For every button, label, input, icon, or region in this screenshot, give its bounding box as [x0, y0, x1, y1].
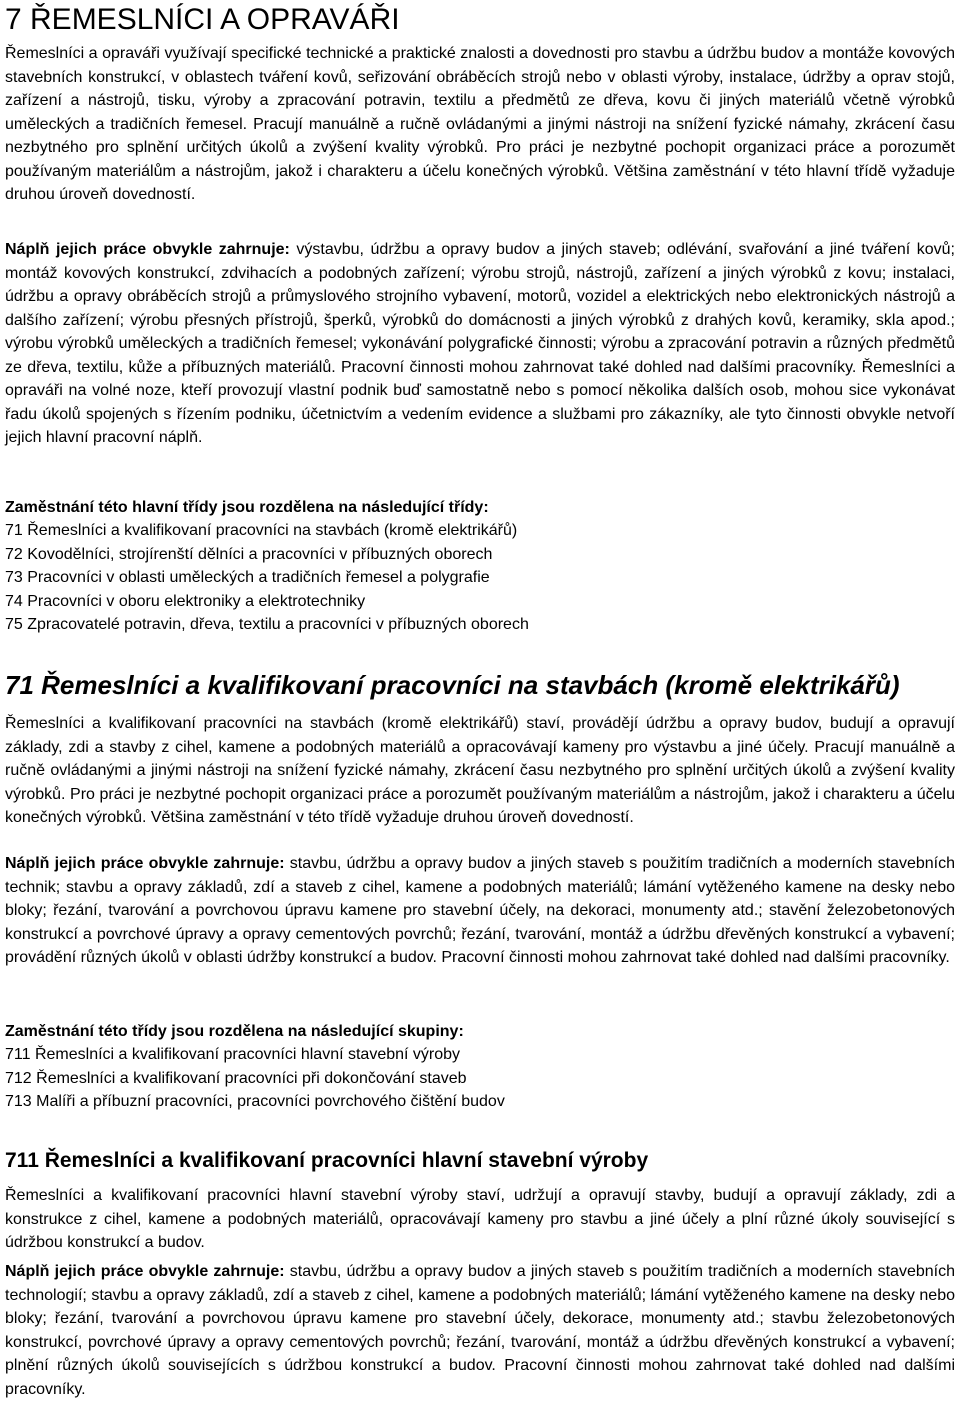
- list-item: 71 Řemeslníci a kvalifikovaní pracovníci na stavbách (kromě elektrikářů): [5, 522, 518, 539]
- list-item: 75 Zpracovatelé potravin, dřeva, textilu a pracovníci v příbuzných oborech: [5, 616, 529, 633]
- section-71-groups-list: [5, 1043, 955, 1114]
- section-711-duties: [5, 1260, 955, 1401]
- page-title: 7 ŘEMESLNÍCI A OPRAVÁŘI: [5, 3, 400, 36]
- section-711-intro: [5, 1184, 955, 1255]
- section-711-duties-label: Náplň jejich práce obvykle zahrnuje:: [5, 1263, 285, 1280]
- classes-label: Zaměstnání této hlavní třídy jsou rozdělena na následující třídy:: [5, 499, 489, 516]
- section-71-groups-label: Zaměstnání této třídy jsou rozdělena na následující skupiny:: [5, 1023, 464, 1040]
- duties-paragraph: [5, 238, 955, 450]
- section-71-duties-text: stavbu, údržbu a opravy budov a jiných staveb s použitím tradičních a moderních stavebních technik; stavbu a opravy základů, zdí a staveb z cihel, kamene a podobných materiálů; lámání vytěženého kamene na desky nebo bloky; řezání, tvarování a povrchovou úpravu kamene pro stavební účely, na dekoraci, monumenty atd.; stavění železobetonových konstrukcí a povrchové úpravy a opravy cementových povrchů; řezání, tvarování, montáž a údržbu dřevěných konstrukcí a vybavení; provádění různých úkolů v oblasti údržby konstrukcí a budov. Pracovní činnosti mohou zahrnovat také dohled nad dalšími pracovníky.: [5, 855, 955, 966]
- list-item: 711 Řemeslníci a kvalifikovaní pracovníci hlavní stavební výroby: [5, 1046, 461, 1063]
- classes-list: [5, 519, 955, 637]
- list-item: 713 Malíři a příbuzní pracovníci, pracovníci povrchového čištění budov: [5, 1093, 505, 1110]
- list-item: 73 Pracovníci v oblasti uměleckých a tradičních řemesel a polygrafie: [5, 569, 490, 586]
- duties-label: Náplň jejich práce obvykle zahrnuje:: [5, 241, 290, 258]
- section-71-intro: [5, 712, 955, 830]
- section-71-intro-text: Řemeslníci a kvalifikovaní pracovníci na stavbách (kromě elektrikářů) staví, provádějí údržbu a opravy budov, budují a opravují základy, zdi a stavby z cihel, kamene a podobných materiálů a opracovávají kameny pro výstavbu a jiné účely. Pracují manuálně a ručně ovládanými a jinými nástroji na snížení fyzické námahy, zkrácení času nezbytného pro splnění určitých úkolů a zvýšení kvality výrobků. Pro práci je nezbytné pochopit organizaci práce a porozumět používaným materiálům a nástrojům, jakož i charakteru a účelu konečných výrobků. Většina zaměstnání v této třídě vyžaduje druhou úroveň dovedností.: [5, 715, 955, 826]
- section-711-intro-text: Řemeslníci a kvalifikovaní pracovníci hlavní stavební výroby staví, udržují a opravují stavby, budují a opravují základy, zdi a konstrukce z cihel, kamene a podobných materiálů, opracovávají kameny pro stavbu a jiné účely a plní různé úkoly související s údržbou konstrukcí a budov.: [5, 1187, 955, 1251]
- list-item: 74 Pracovníci v oboru elektroniky a elektrotechniky: [5, 592, 366, 610]
- section-71-heading: 71 Řemeslníci a kvalifikovaní pracovníci na stavbách (kromě elektrikářů): [5, 670, 900, 700]
- duties-text: výstavbu, údržbu a opravy budov a jiných staveb; odlévání, svařování a jiné tváření kovů; montáž kovových konstrukcí, zdvihacích a podobných zařízení; výrobu strojů, nástrojů, zařízení a jiných výrobků z kovu; instalaci, údržbu a opravy obráběcích strojů a průmyslového strojního vybavení, motorů, vozidel a elektrických nebo elektronických nástrojů a dalšího zařízení; výrobu přesných přístrojů, šperků, výrobků do domácnosti a jiných výrobků z drahých kovů, keramiky, skla apod.; výrobu výrobků uměleckých a tradičních řemesel; vykonávání polygrafické činnosti; výrobu a zpracování potravin a různých předmětů ze dřeva, textilu, kůže a příbuzných materiálů. Pracovní činnosti mohou zahrnovat také dohled nad dalšími pracovníky. Řemeslníci a opraváři na volné noze, kteří provozují vlastní podnik buď samostatně nebo s pomocí několika dalších osob, mohou sice vykonávat řadu úkolů spojených s řízením podniku, účetnictvím a vedením evidence a službami pro zákazníky, ale tyto činnosti obvykle netvoří jejich hlavní pracovní náplň.: [5, 241, 955, 446]
- section-711-duties-text: stavbu, údržbu a opravy budov a jiných staveb s použitím tradičních a moderních stavebních technologií; stavbu a opravy základů, zdí a staveb z cihel, kamene a podobných materiálů; lámání vytěženého kamene na desky nebo bloky; řezání, tvarování a povrchovou úpravu kamene pro stavební účely, dekorace, monumenty atd.; stavbu železobetonových konstrukcí, povrchové úpravy a opravy cementových povrchů; řezání, tvarování, montáž a údržbu dřevěných konstrukcí a vybavení; plnění různých úkolů souvisejících s údržbou konstrukcí a budov. Pracovní činnosti mohou zahrnovat také dohled nad dalšími pracovníky.: [5, 1263, 955, 1398]
- intro-text: Řemeslníci a opraváři využívají specifické technické a praktické znalosti a dovednosti pro stavbu a údržbu budov a montáže kovových stavebních konstrukcí, v oblastech tváření kovů, seřizování obráběcích strojů nebo v oblasti výroby, instalace, údržby a oprav stojů, zařízení a nástrojů, tisku, výroby a zpracování potravin, textilu a předmětů ze dřeva, kovu či jiných materiálů včetně výrobků uměleckých a tradičních řemesel. Pracují manuálně a ručně ovládanými a jinými nástroji na snížení fyzické námahy, zkrácení času nezbytného pro splnění určitých úkolů a zvýšení kvality výrobků. Pro práci je nezbytné pochopit organizaci práce a porozumět používaným materiálům a nástrojům, jakož i charakteru a účelu konečných výrobků. Většina zaměstnání v této hlavní třídě vyžaduje druhou úroveň dovedností.: [5, 45, 955, 203]
- section-711-heading: 711 Řemeslníci a kvalifikovaní pracovníci hlavní stavební výroby: [5, 1149, 649, 1172]
- intro-paragraph: [5, 42, 955, 207]
- list-item: 712 Řemeslníci a kvalifikovaní pracovníci při dokončování staveb: [5, 1069, 467, 1087]
- section-71-duties: [5, 852, 955, 970]
- list-item: 72 Kovodělníci, strojírenští dělníci a pracovníci v příbuzných oborech: [5, 545, 493, 563]
- section-71-duties-label: Náplň jejich práce obvykle zahrnuje:: [5, 855, 285, 872]
